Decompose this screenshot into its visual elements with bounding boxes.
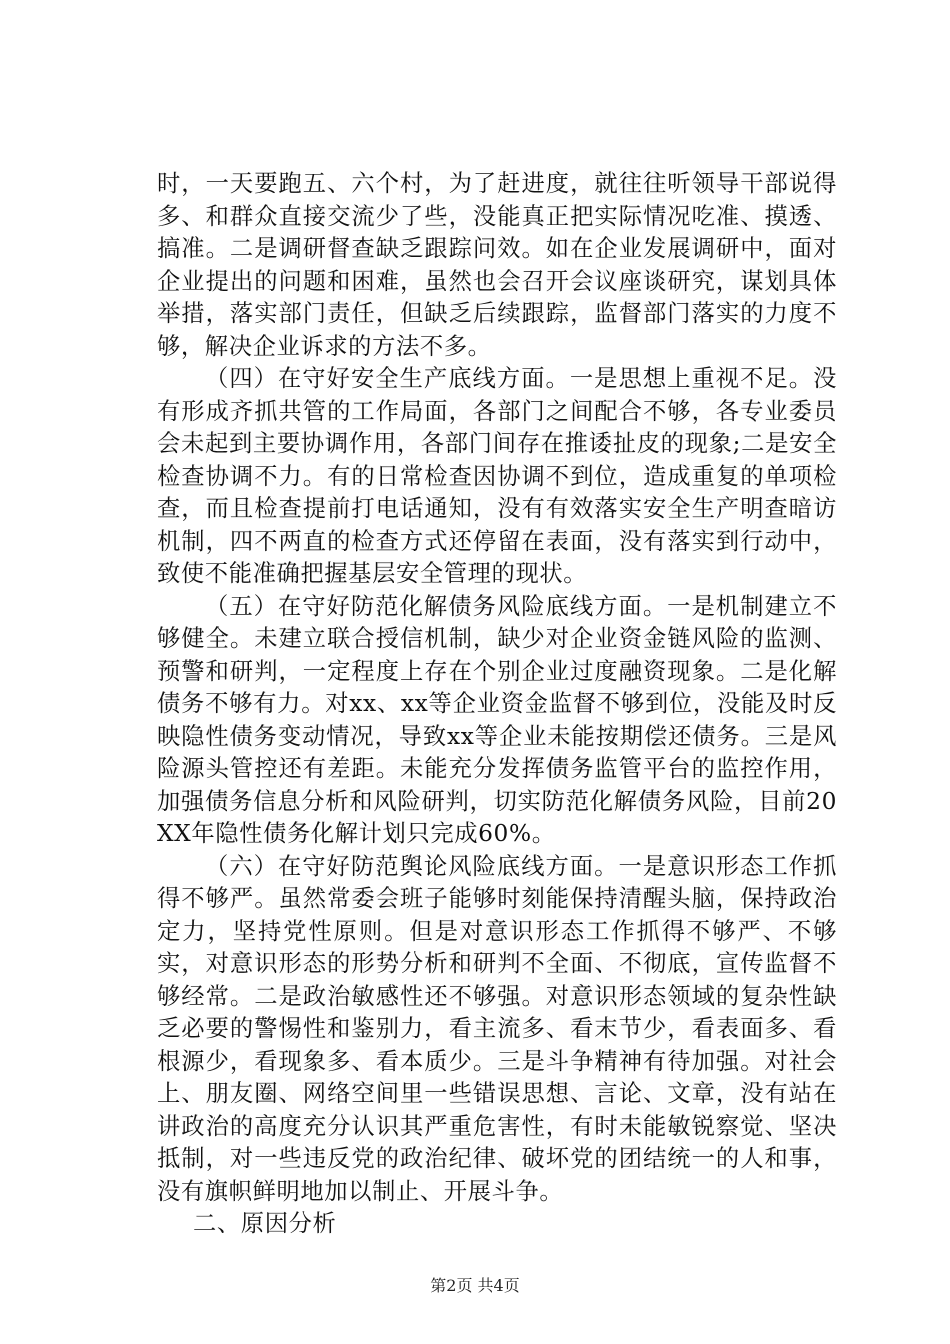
section-heading: 二、原因分析 [193, 1210, 337, 1237]
document-body [157, 168, 837, 1241]
paragraph-safety-production: （四）在守好安全生产底线方面。一是思想上重视不足。没有形成齐抓共管的工作局面，各部门之间配合不够，各专业委员会未起到主要协调作用，各部门间存在推诿扯皮的现象;二是安全检查协调不力。有的日常检查因协调不到位，造成重复的单项检查，而且检查提前打电话通知，没有有效落实安全生产明查暗访机制，四不两直的检查方式还停留在表面，没有落实到行动中，致使不能准确把握基层安全管理的现状。 [157, 365, 837, 587]
paragraph-continuation: 时，一天要跑五、六个村，为了赶进度，就往往听领导干部说得多、和群众直接交流少了些，没能真正把实际情况吃准、摸透、搞准。二是调研督查缺乏跟踪问效。如在企业发展调研中，面对企业提出的问题和困难，虽然也会召开会议座谈研究，谋划具体举措，落实部门责任，但缺乏后续跟踪，监督部门落实的力度不够，解决企业诉求的方法不多。 [157, 170, 837, 360]
paragraph-debt-risk: （五）在守好防范化解债务风险底线方面。一是机制建立不够健全。未建立联合授信机制，缺少对企业资金链风险的监测、预警和研判，一定程度上存在个别企业过度融资现象。二是化解债务不够有力。对xx、xx等企业资金监督不够到位，没能及时反映隐性债务变动情况，导致xx等企业未能按期偿还债务。三是风险源头管控还有差距。未能充分发挥债务监管平台的监控作用，加强债务信息分析和风险研判，切实防范化解债务风险，目前20XX年隐性债务化解计划只完成60%。 [157, 592, 837, 847]
section-heading-wrapper [157, 1208, 837, 1241]
paragraph-public-opinion-risk: （六）在守好防范舆论风险底线方面。一是意识形态工作抓得不够严。虽然常委会班子能够时刻能保持清醒头脑，保持政治定力，坚持党性原则。但是对意识形态工作抓得不够严、不够实，对意识形态的形势分析和研判不全面、不彻底，宣传监督不够经常。二是政治敏感性还不够强。对意识形态领域的复杂性缺乏必要的警惕性和鉴别力，看主流多、看末节少，看表面多、看根源少，看现象多、看本质少。三是斗争精神有待加强。对社会上、朋友圈、网络空间里一些错误思想、言论、文章，没有站在讲政治的高度充分认识其严重危害性，有时未能敏锐察觉、坚决抵制，对一些违反党的政治纪律、破坏党的团结统一的人和事，没有旗帜鲜明地加以制止、开展斗争。 [157, 852, 837, 1205]
page-number-footer: 第2页 共4页 [430, 1276, 520, 1295]
